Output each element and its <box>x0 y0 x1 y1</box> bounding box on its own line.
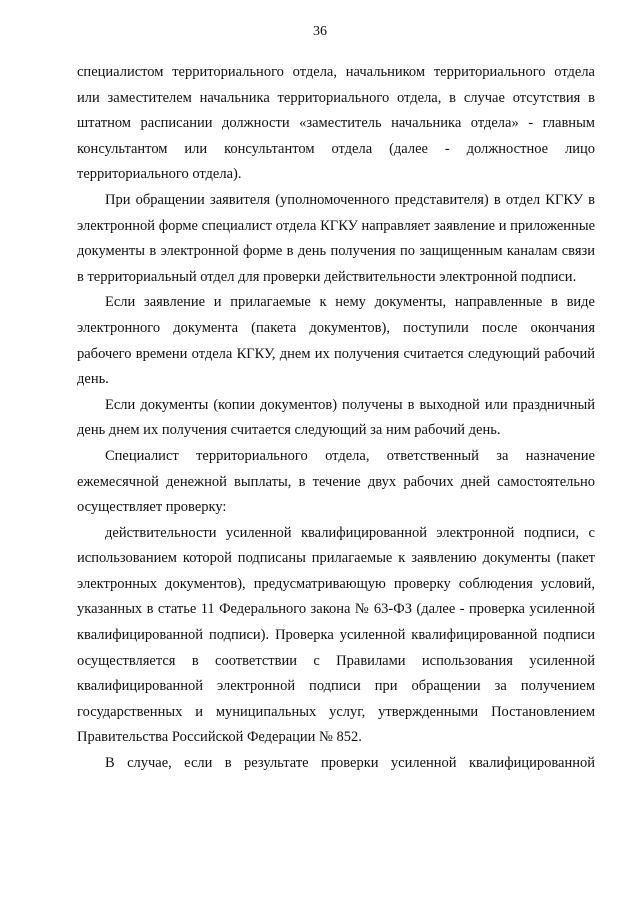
paragraph-continuation: специалистом территориального отдела, начальником территориального отдела или заместителем начальника территориального отдела, в случае отсутствия в штатном расписании должности «заместитель начальника отдела» - главным консультантом или консультантом отдела (далее - должностное лицо территориального отдела). <box>77 64 595 183</box>
paragraph-after-hours: Если заявление и прилагаемые к нему документы, направленные в виде электронного документа (пакета документов), поступили после окончания рабочего времени отдела КГКУ, днем их получения считается следующий рабочий день. <box>77 294 595 388</box>
paragraph-specialist-check: Специалист территориального отдела, ответственный за назначение ежемесячной денежной выплаты, в течение двух рабочих дней самостоятельно осуществляет проверку: <box>77 447 595 516</box>
paragraph-electronic-form: При обращении заявителя (уполномоченного представителя) в отдел КГКУ в электронной форме специалист отдела КГКУ направляет заявление и приложенные документы в электронной форме в день получения по защищенным каналам связи в территориальный отдел для проверки действительности электронной подписи. <box>77 191 595 285</box>
document-body <box>77 60 595 777</box>
paragraph-check-result: В случае, если в результате проверки усиленной квалифицированной <box>105 755 595 772</box>
paragraph-signature-validity: действительности усиленной квалифицированной электронной подписи, с использованием которой подписаны прилагаемые к заявлению документы (пакет электронных документов), предусматривающую проверку соблюдения условий, указанных в статье 11 Федерального закона № 63-ФЗ (далее - проверка усиленной квалифицированной подписи). Проверка усиленной квалифицированной подписи осуществляется в соответствии с Правилами использования усиленной квалифицированной электронной подписи при обращении за получением государственных и муниципальных услуг, утвержденными Постановлением Правительства Российской Федерации № 852. <box>77 524 595 746</box>
page-number: 36 <box>313 24 327 39</box>
paragraph-holidays: Если документы (копии документов) получены в выходной или праздничный день днем их получения считается следующий за ним рабочий день. <box>77 396 595 439</box>
